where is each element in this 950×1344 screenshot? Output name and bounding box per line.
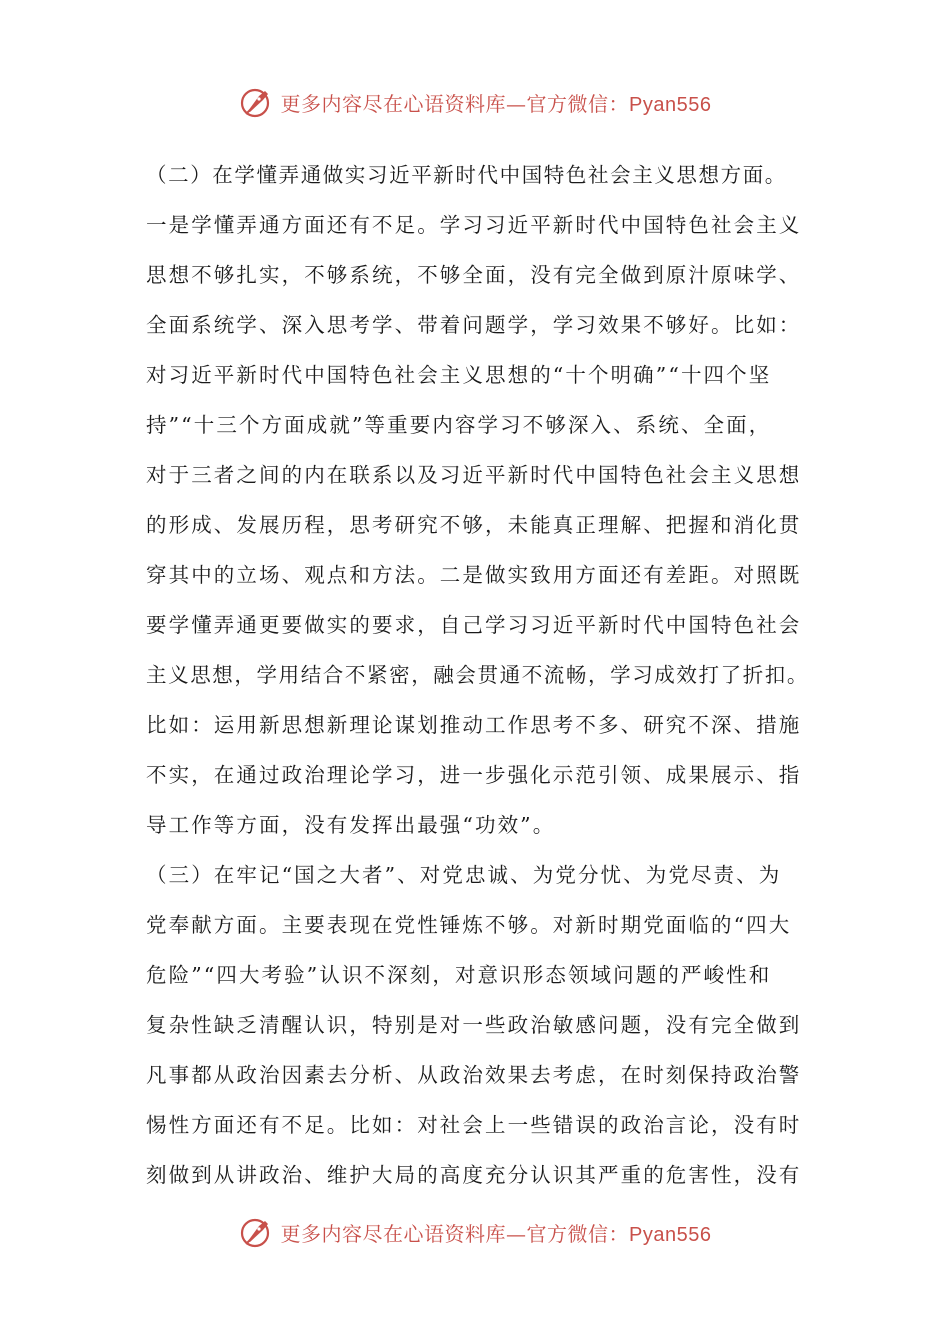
header-wechat-id: Pyan556	[629, 93, 712, 116]
body-line: （二）在学懂弄通做实习近平新时代中国特色社会主义思想方面。	[146, 163, 787, 187]
body-line: 惕性方面还有不足。比如：对社会上一些错误的政治言论，没有时	[146, 1113, 802, 1137]
body-line: 持”“十三个方面成就”等重要内容学习不够深入、系统、全面，	[146, 413, 772, 437]
body-line: 要学懂弄通更要做实的要求，自己学习习近平新时代中国特色社会	[146, 613, 802, 637]
body-line: 凡事都从政治因素去分析、从政治效果去考虑，在时刻保持政治警	[146, 1063, 802, 1087]
document-body	[146, 150, 836, 1200]
body-line: 不实，在通过政治理论学习，进一步强化示范引领、成果展示、指	[146, 763, 802, 787]
body-line: 思想不够扎实，不够系统，不够全面，没有完全做到原汁原味学、	[146, 263, 802, 287]
body-line: 对习近平新时代中国特色社会主义思想的“十个明确”“十四个坚	[146, 363, 772, 387]
footer-banner-text: 更多内容尽在心语资料库—官方微信：Pyan556	[280, 1221, 712, 1246]
body-line: 主义思想，学用结合不紧密，融会贯通不流畅，学习成效打了折扣。	[146, 663, 809, 687]
footer-wechat-id: Pyan556	[629, 1223, 712, 1246]
body-line: 导工作等方面，没有发挥出最强“功效”。	[146, 813, 556, 837]
body-line: 一是学懂弄通方面还有不足。学习习近平新时代中国特色社会主义	[146, 213, 802, 237]
body-line: 危险”“四大考验”认识不深刻，对意识形态领域问题的严峻性和	[146, 963, 772, 987]
body-line: 对于三者之间的内在联系以及习近平新时代中国特色社会主义思想	[146, 463, 802, 487]
body-line: 党奉献方面。主要表现在党性锤炼不够。对新时期党面临的“四大	[146, 913, 792, 937]
pen-nib-logo-icon	[239, 1214, 275, 1250]
body-line: 全面系统学、深入思考学、带着问题学，学习效果不够好。比如：	[146, 313, 802, 337]
body-line: 的形成、发展历程，思考研究不够，未能真正理解、把握和消化贯	[146, 513, 802, 537]
body-line: （三）在牢记“国之大者”、对党忠诚、为党分忧、为党尽责、为	[146, 863, 782, 887]
footer-banner	[0, 1212, 950, 1252]
body-line: 复杂性缺乏清醒认识，特别是对一些政治敏感问题，没有完全做到	[146, 1013, 802, 1037]
header-banner-text: 更多内容尽在心语资料库—官方微信：Pyan556	[280, 91, 712, 116]
body-line: 刻做到从讲政治、维护大局的高度充分认识其严重的危害性，没有	[146, 1163, 802, 1187]
body-line: 穿其中的立场、观点和方法。二是做实致用方面还有差距。对照既	[146, 563, 802, 587]
body-line: 比如：运用新思想新理论谋划推动工作思考不多、研究不深、措施	[146, 713, 802, 737]
pen-nib-logo-icon	[239, 84, 275, 120]
header-banner	[0, 82, 950, 122]
